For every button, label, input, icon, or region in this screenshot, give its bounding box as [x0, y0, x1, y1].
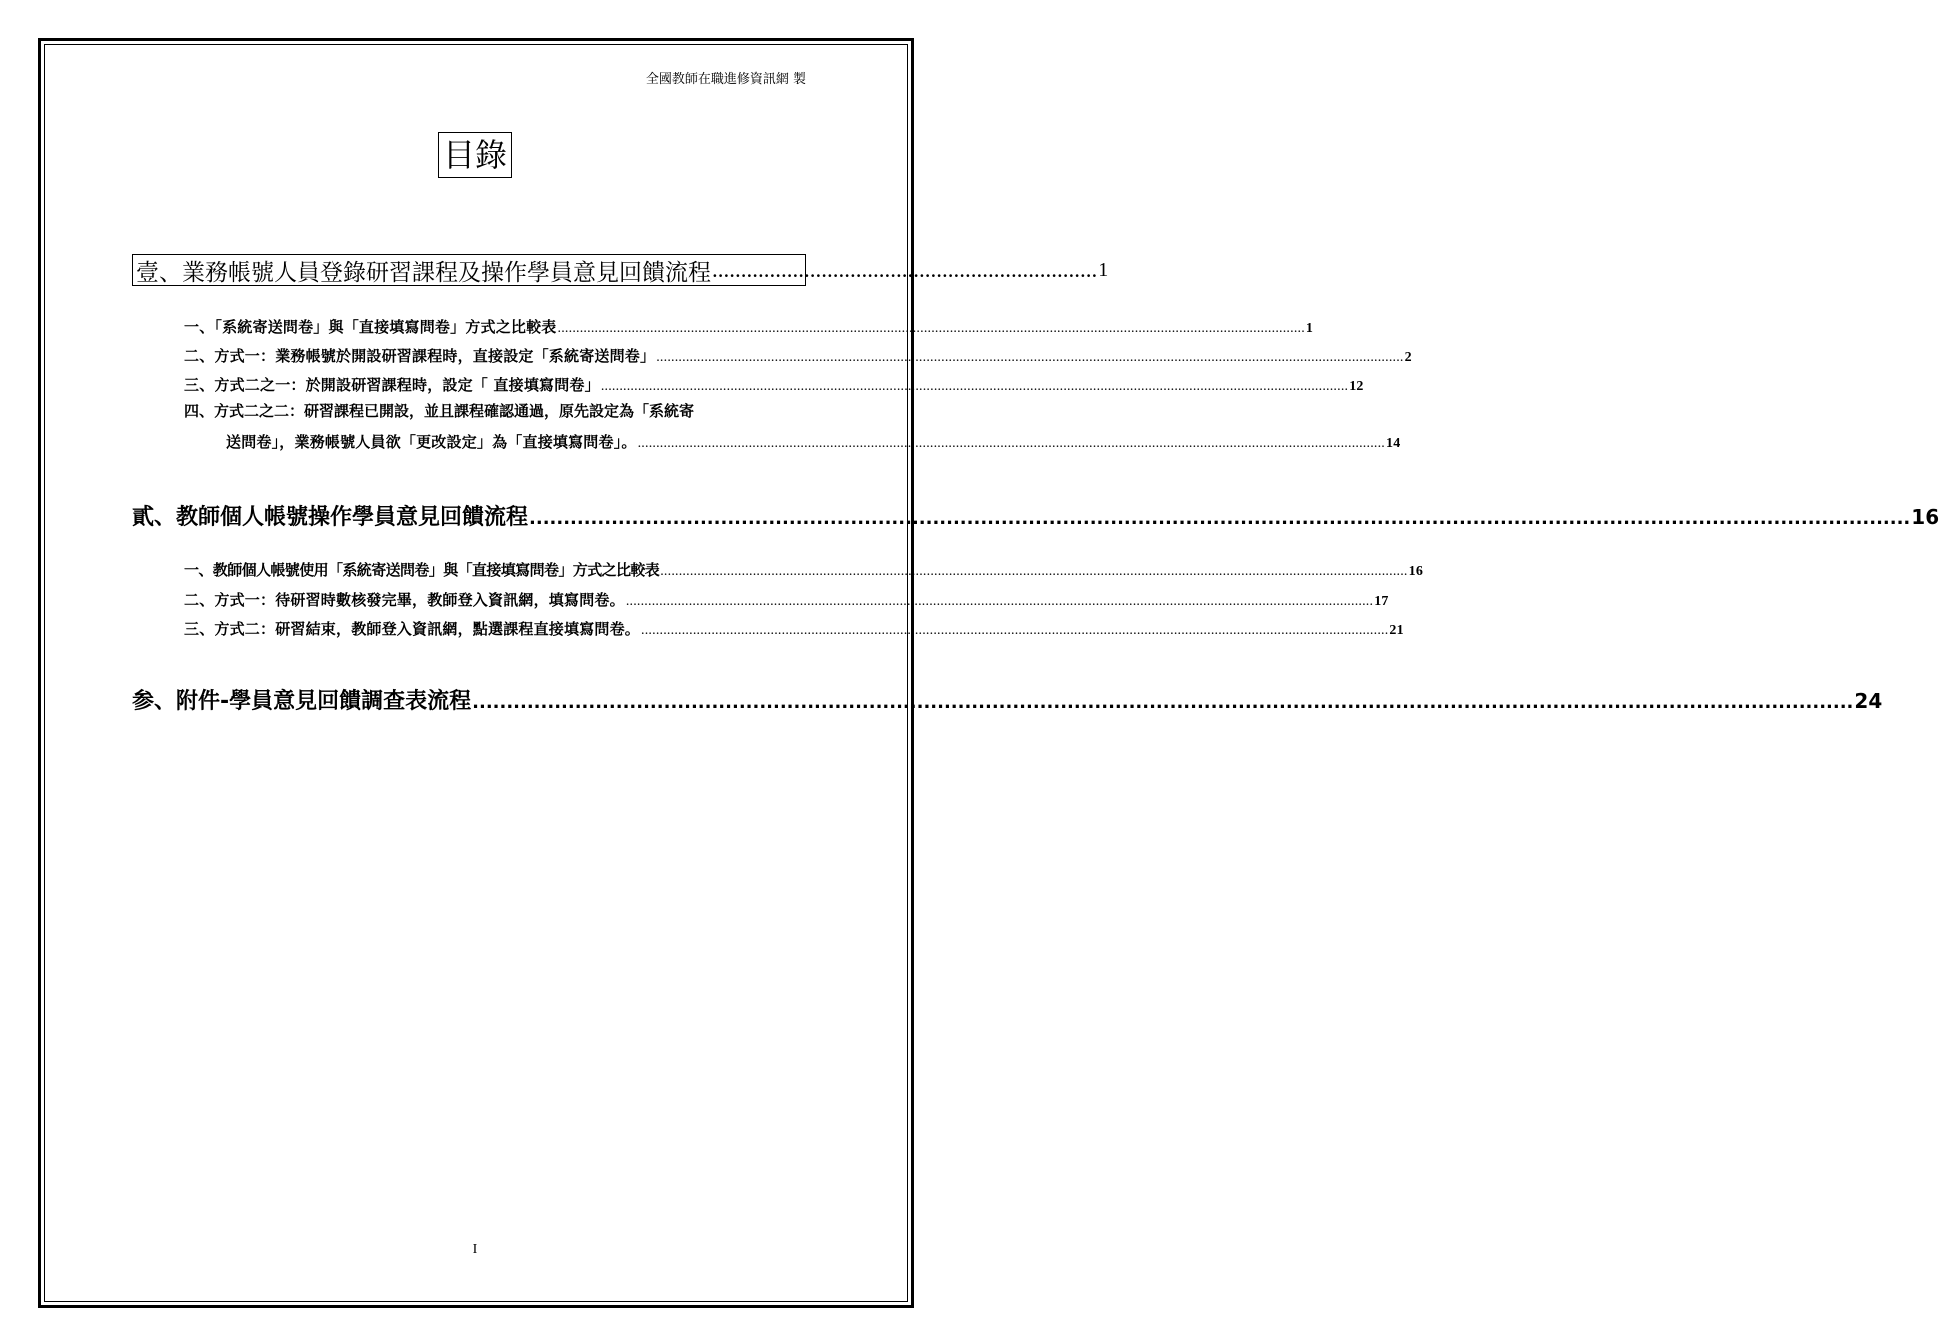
toc-leader — [626, 594, 1373, 610]
toc-leader — [558, 321, 1305, 337]
toc-sub-1-1[interactable] — [184, 316, 1314, 337]
toc-sub-2-1-label: 一、教師個人帳號使用「系統寄送問卷」與「直接填寫問卷」方式之比較表 — [184, 561, 660, 579]
toc-section-1-label: 壹、業務帳號人員登錄研習課程及操作學員意見回饋流程 — [136, 259, 711, 286]
toc-sub-1-3-label: 三、方式二之一：於開設研習課程時，設定「 直接填寫問卷」 — [184, 376, 600, 394]
toc-sub-2-3-label: 三、方式二：研習結束，教師登入資訊網，點選課程直接填寫問卷。 — [184, 620, 641, 638]
toc-leader — [641, 623, 1388, 639]
toc-sub-1-3[interactable] — [184, 374, 1364, 395]
toc-sub-1-2-page: 2 — [1404, 350, 1412, 365]
toc-section-3-page: 24 — [1854, 689, 1883, 713]
toc-sub-2-1-page: 16 — [1408, 564, 1424, 579]
toc-leader — [472, 692, 1853, 713]
toc-section-2-page: 16 — [1911, 505, 1939, 529]
toc-sub-1-2-label: 二、方式一：業務帳號於開設研習課程時，直接設定「系統寄送問卷」 — [184, 347, 656, 365]
toc-leader — [660, 564, 1407, 580]
toc-sub-2-2-page: 17 — [1374, 594, 1389, 609]
page-number: I — [472, 1242, 478, 1257]
toc-sub-1-4-line1[interactable]: 四、方式二之二：研習課程已開設，並且課程確認通過，原先設定為「系統寄 — [184, 402, 695, 420]
toc-section-1[interactable] — [132, 254, 1109, 286]
toc-section-3[interactable] — [132, 684, 1883, 715]
toc-section-2-label: 貳、教師個人帳號操作學員意見回饋流程 — [132, 505, 529, 530]
toc-sub-2-2[interactable] — [184, 589, 1389, 610]
toc-sub-1-1-label: 一、「系統寄送問卷」與「直接填寫問卷」方式之比較表 — [184, 318, 557, 336]
page-border-inner — [44, 44, 908, 1302]
toc-sub-1-4-page: 14 — [1386, 436, 1401, 451]
toc-sub-2-3[interactable] — [184, 618, 1404, 639]
toc-sub-2-2-label: 二、方式一：待研習時數核發完畢，教師登入資訊網，填寫問卷。 — [184, 591, 625, 609]
toc-leader — [529, 508, 1910, 529]
toc-leader — [712, 257, 1097, 283]
toc-leader — [656, 350, 1403, 366]
toc-section-2[interactable] — [132, 500, 1939, 531]
header-note: 全國教師在職進修資訊網 製 — [645, 72, 806, 87]
toc-section-3-label: 参、附件-學員意見回饋調查表流程 — [132, 689, 472, 714]
toc-sub-1-4[interactable] — [226, 431, 1401, 452]
toc-sub-1-2[interactable] — [184, 345, 1412, 366]
toc-leader — [638, 436, 1385, 452]
toc-sub-1-4-label: 送問卷」，業務帳號人員欲「更改設定」為「直接填寫問卷」。 — [226, 433, 637, 451]
toc-sub-1-3-page: 12 — [1349, 379, 1364, 394]
page-title: 目錄 — [438, 132, 512, 178]
toc-leader — [601, 379, 1348, 395]
toc-sub-2-1[interactable] — [184, 559, 1424, 580]
toc-sub-1-1-page: 1 — [1305, 321, 1314, 336]
toc-section-1-page: 1 — [1098, 258, 1109, 281]
toc-sub-2-3-page: 21 — [1389, 623, 1404, 638]
